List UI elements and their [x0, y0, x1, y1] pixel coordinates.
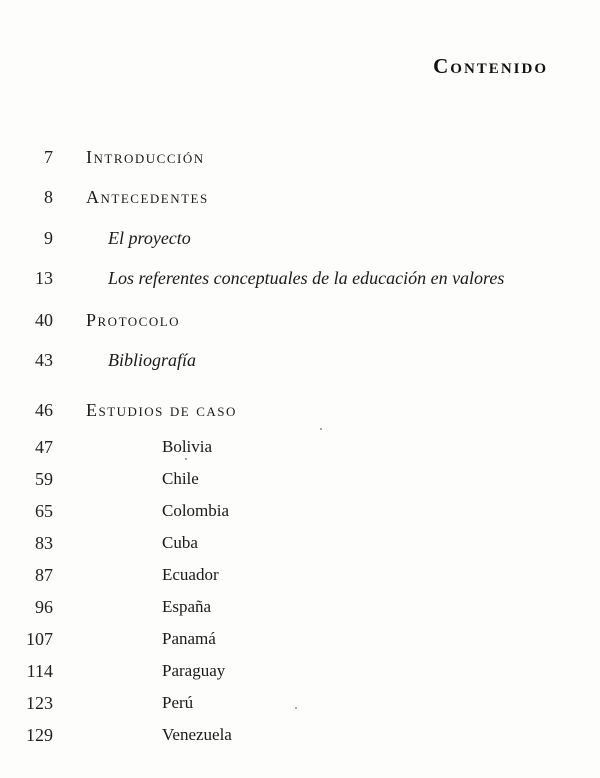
toc-label: Colombia — [162, 501, 230, 520]
toc-page-number: 107 — [26, 629, 53, 649]
toc-page-number: 13 — [35, 268, 53, 288]
toc-label: Antecedentes — [86, 187, 209, 207]
toc-entry-panama — [0, 629, 600, 657]
toc-page-number: 46 — [35, 400, 53, 420]
scan-speck — [320, 428, 322, 430]
toc-page-number: 65 — [35, 501, 53, 521]
toc-entry-chile — [0, 469, 600, 497]
toc-label: Panamá — [162, 629, 216, 648]
toc-page-number: 9 — [44, 228, 53, 248]
scan-speck — [295, 707, 297, 709]
toc-page-number: 123 — [26, 693, 53, 713]
toc-label: Ecuador — [162, 565, 219, 584]
toc-entry-antecedentes — [0, 187, 600, 215]
toc-label: Los referentes conceptuales de la educación en valores — [108, 268, 505, 288]
toc-label: Estudios de caso — [86, 400, 237, 420]
scan-speck — [185, 458, 187, 460]
toc-page-number: 8 — [44, 187, 53, 207]
page-title: Contenido — [433, 54, 548, 78]
toc-page-number: 43 — [35, 350, 53, 370]
toc-entry-espana — [0, 597, 600, 625]
toc-page-number: 87 — [35, 565, 53, 585]
toc-entry-bolivia — [0, 437, 600, 465]
toc-entry-introduccion — [0, 147, 600, 175]
toc-page-number: 7 — [44, 147, 53, 167]
toc-page-number: 83 — [35, 533, 53, 553]
toc-page-number: 40 — [35, 310, 53, 330]
toc-entry-el-proyecto — [0, 228, 600, 256]
toc-page-number: 47 — [35, 437, 53, 457]
toc-page-number: 96 — [35, 597, 53, 617]
toc-label: Introducción — [86, 147, 205, 167]
toc-label: España — [162, 597, 212, 616]
toc-entry-estudios-de-caso — [0, 400, 600, 428]
toc-label: Bibliografía — [108, 350, 197, 370]
toc-entry-colombia — [0, 501, 600, 529]
toc-entry-referentes — [0, 268, 600, 296]
toc-page-number: 59 — [35, 469, 53, 489]
toc-entry-protocolo — [0, 310, 600, 338]
toc-page-number: 129 — [26, 725, 53, 745]
toc-label: Protocolo — [86, 310, 181, 330]
toc-label: Venezuela — [162, 725, 232, 744]
toc-label: Chile — [162, 469, 199, 488]
toc-entry-ecuador — [0, 565, 600, 593]
toc-entry-venezuela — [0, 725, 600, 753]
toc-entry-paraguay — [0, 661, 600, 689]
toc-label: El proyecto — [108, 228, 191, 248]
toc-entry-cuba — [0, 533, 600, 561]
toc-page-number: 114 — [26, 661, 53, 681]
toc-label: Paraguay — [162, 661, 226, 680]
toc-entry-peru — [0, 693, 600, 721]
toc-label: Cuba — [162, 533, 198, 552]
toc-label: Perú — [162, 693, 194, 712]
toc-entry-bibliografia — [0, 350, 600, 378]
toc-label: Bolivia — [162, 437, 213, 456]
